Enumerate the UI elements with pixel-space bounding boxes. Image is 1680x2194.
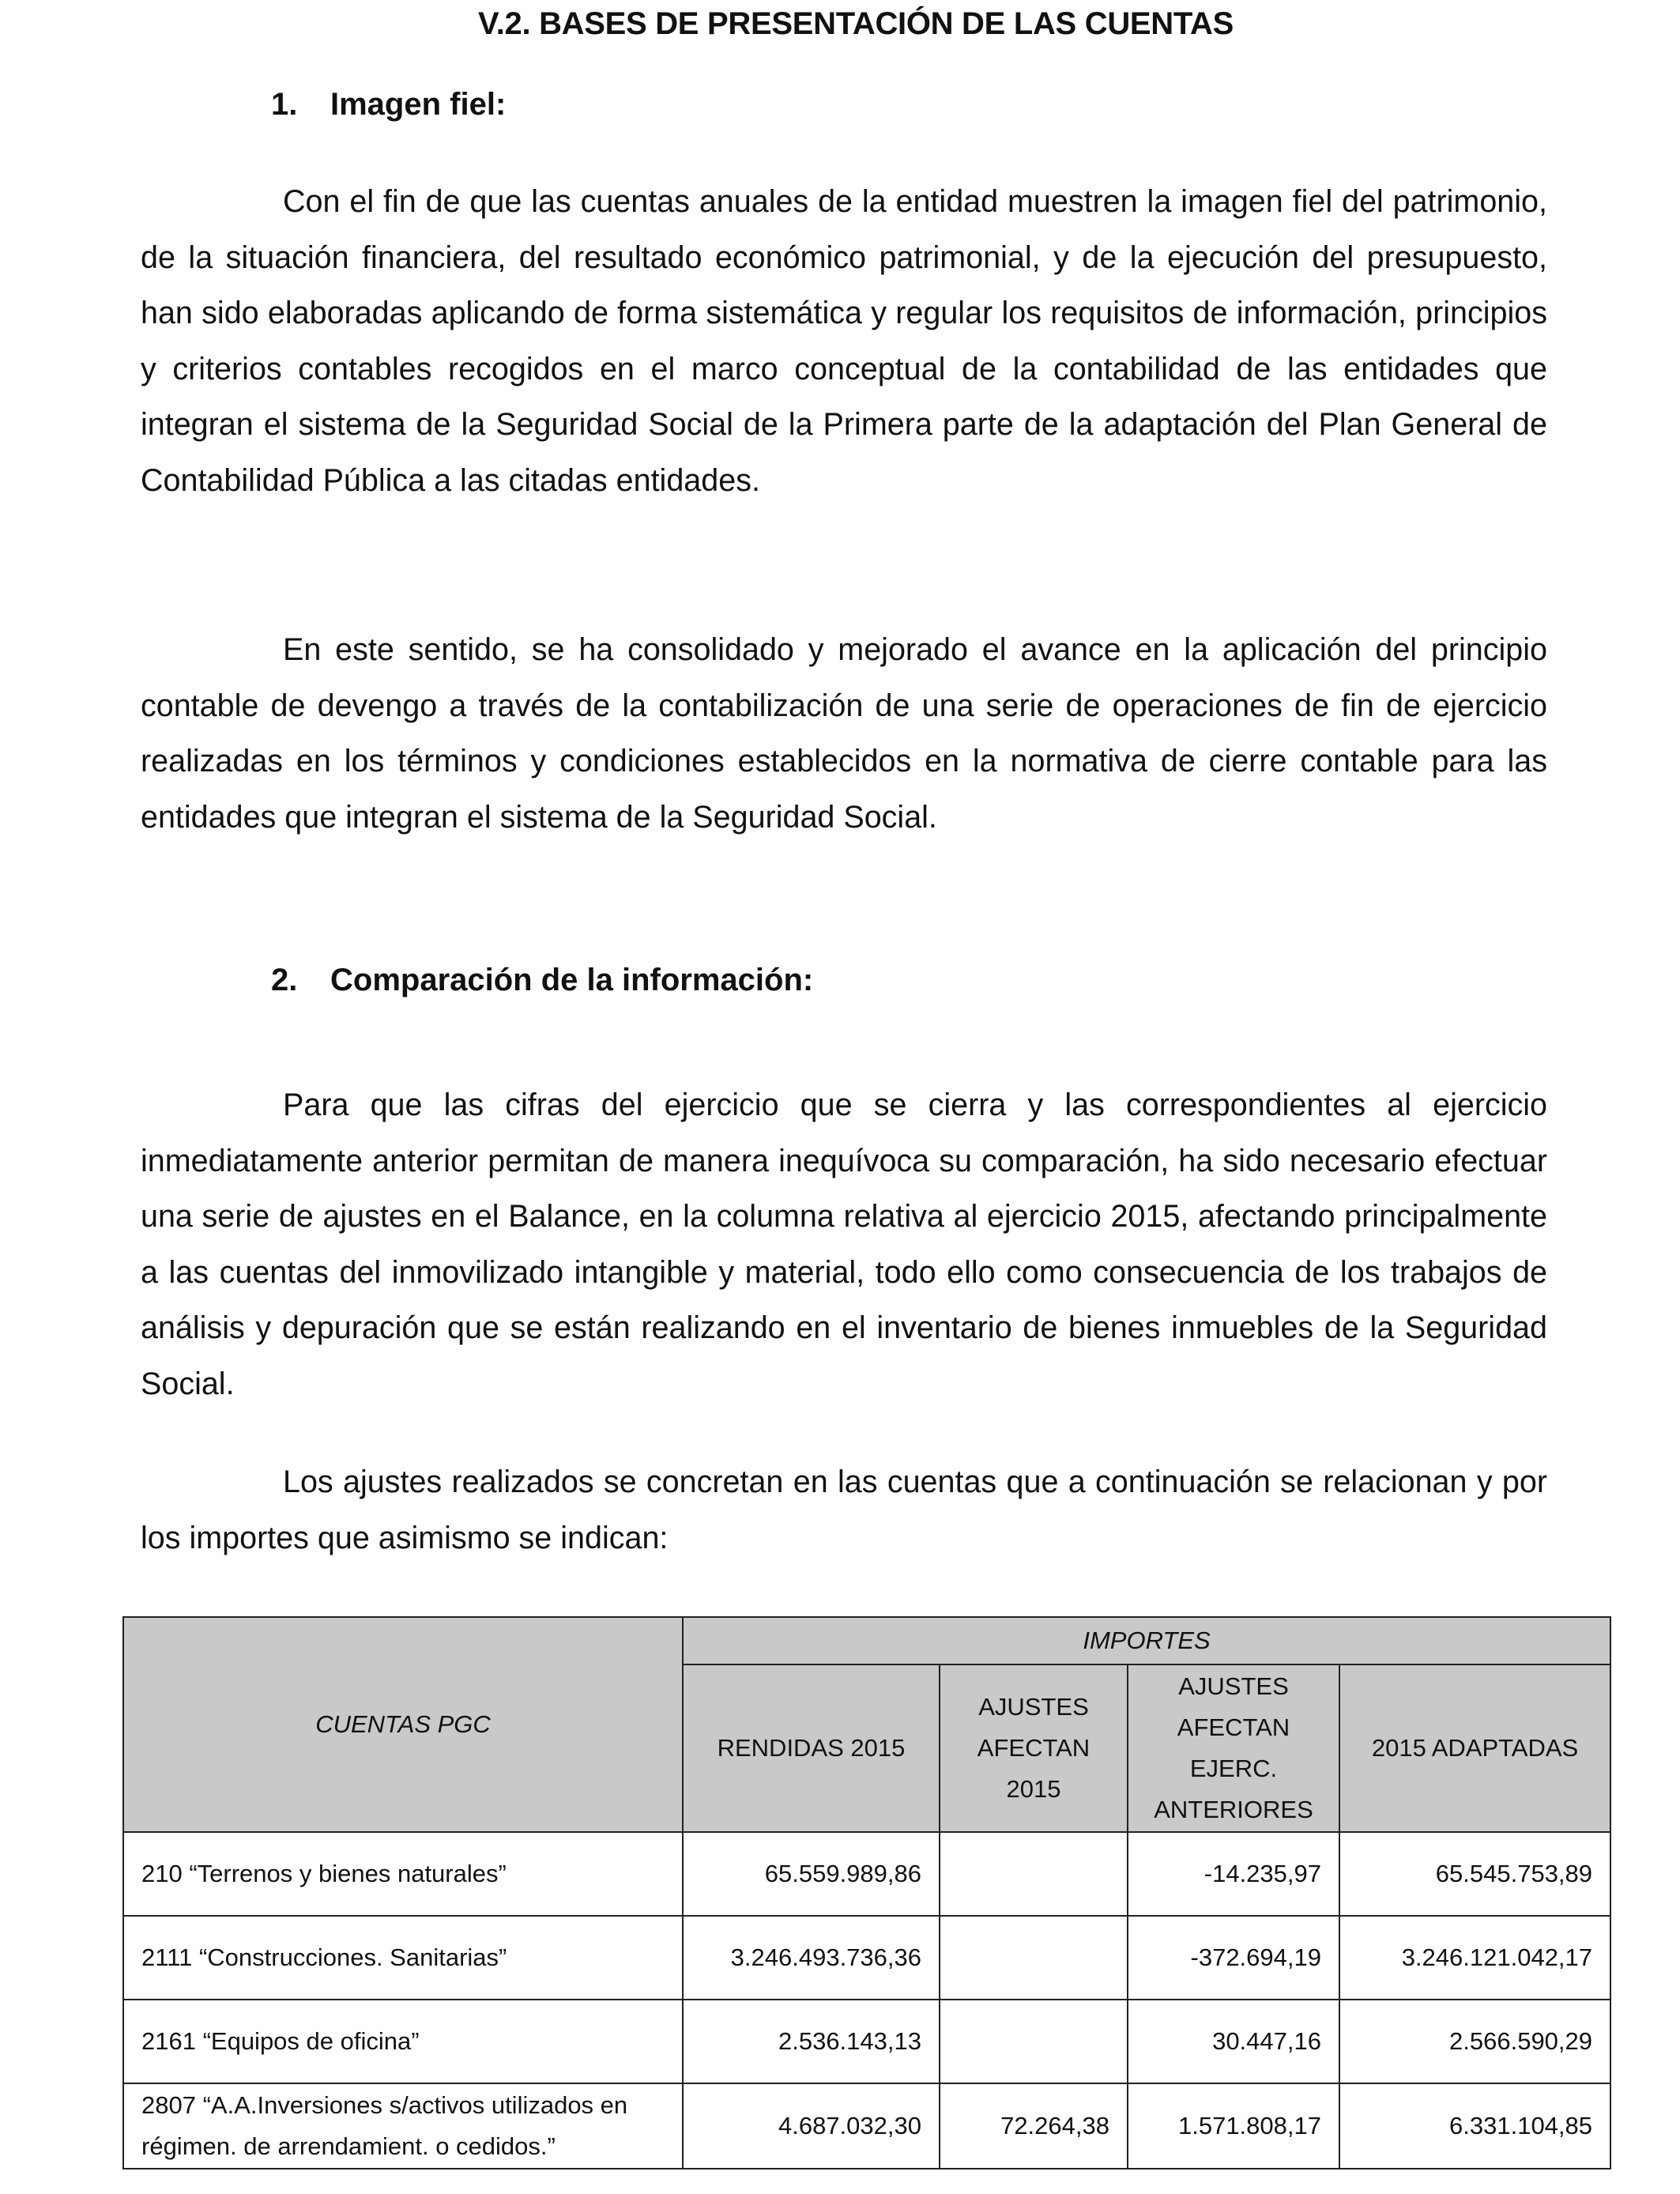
heading-number: 2.: [271, 963, 298, 997]
cell-ajustes-2015: 72.264,38: [940, 2083, 1128, 2169]
header-ajustes-anteriores: AJUSTES AFECTAN EJERC. ANTERIORES: [1128, 1664, 1339, 1832]
paragraph: Para que las cifras del ejercicio que se cierra y las correspondientes al ejercicio inmediatamente anterior permitan de manera inequívoca su comparación, ha sido necesario efectuar una serie de ajustes en el Balance, en la columna relativa al ejercicio 2015, afectando principalmente a las cuentas del inmovilizado intangible y material, todo ello como consecuencia de los trabajos de análisis y depuración que se están realizando en el inventario de bienes inmuebles de la Seguridad Social.: [141, 1088, 1547, 1401]
cell-ajustes-anteriores: 30.447,16: [1128, 2000, 1339, 2083]
cell-ajustes-2015: [940, 2000, 1128, 2083]
heading-comparacion: [271, 963, 813, 998]
header-ajustes-2015: AJUSTES AFECTAN 2015: [940, 1664, 1128, 1832]
table-row: [123, 1832, 1610, 1916]
cell-adaptadas: 3.246.121.042,17: [1339, 1916, 1610, 2000]
cell-ajustes-2015: [940, 1832, 1128, 1916]
heading-text: Imagen fiel:: [330, 87, 507, 122]
heading-number: 1.: [271, 87, 298, 122]
adjustments-table: [122, 1616, 1611, 2169]
cell-rendidas: 4.687.032,30: [683, 2083, 940, 2169]
cell-ajustes-2015: [940, 1916, 1128, 2000]
header-2015-adaptadas: 2015 ADAPTADAS: [1339, 1664, 1610, 1832]
cell-account: 2807 “A.A.Inversiones s/activos utilizados en régimen. de arrendamient. o cedidos.”: [123, 2083, 683, 2169]
table-row: [123, 1916, 1610, 2000]
cell-account: 2161 “Equipos de oficina”: [123, 2000, 683, 2083]
cell-ajustes-anteriores: 1.571.808,17: [1128, 2083, 1339, 2169]
cell-account: 2111 “Construcciones. Sanitarias”: [123, 1916, 683, 2000]
cell-rendidas: 65.559.989,86: [683, 1832, 940, 1916]
cell-ajustes-anteriores: -14.235,97: [1128, 1832, 1339, 1916]
cell-rendidas: 3.246.493.736,36: [683, 1916, 940, 2000]
cell-ajustes-anteriores: -372.694,19: [1128, 1916, 1339, 2000]
cell-adaptadas: 65.545.753,89: [1339, 1832, 1610, 1916]
table-row: [123, 2000, 1610, 2083]
paragraph: Con el fin de que las cuentas anuales de la entidad muestren la imagen fiel del patrimonio, de la situación financiera, del resultado económico patrimonial, y de la ejecución del presupuesto, han sido elaboradas aplicando de forma sistemática y regular los requisitos de información, principios y criterios contables recogidos en el marco conceptual de la contabilidad de las entidades que integran el sistema de la Seguridad Social de la Primera parte de la adaptación del Plan General de Contabilidad Pública a las citadas entidades.: [141, 184, 1547, 498]
section-title: V.2. BASES DE PRESENTACIÓN DE LAS CUENTAS: [478, 6, 1234, 41]
heading-text: Comparación de la información:: [330, 963, 814, 997]
heading-imagen-fiel: [271, 87, 506, 123]
header-importes: IMPORTES: [683, 1617, 1610, 1664]
header-cuentas-pgc: CUENTAS PGC: [123, 1617, 683, 1832]
paragraph: En este sentido, se ha consolidado y mejorado el avance en la aplicación del principio contable de devengo a través de la contabilización de una serie de operaciones de fin de ejercicio realizadas en los términos y condiciones establecidos en la normativa de cierre contable para las entidades que integran el sistema de la Seguridad Social.: [141, 632, 1547, 835]
cell-rendidas: 2.536.143,13: [683, 2000, 940, 2083]
cell-adaptadas: 6.331.104,85: [1339, 2083, 1610, 2169]
cell-account: 210 “Terrenos y bienes naturales”: [123, 1832, 683, 1916]
table-row: [123, 2083, 1610, 2169]
paragraph: Los ajustes realizados se concretan en las cuentas que a continuación se relacionan y por los importes que asimismo se indican:: [141, 1465, 1547, 1555]
header-rendidas-2015: RENDIDAS 2015: [683, 1664, 940, 1832]
cell-adaptadas: 2.566.590,29: [1339, 2000, 1610, 2083]
